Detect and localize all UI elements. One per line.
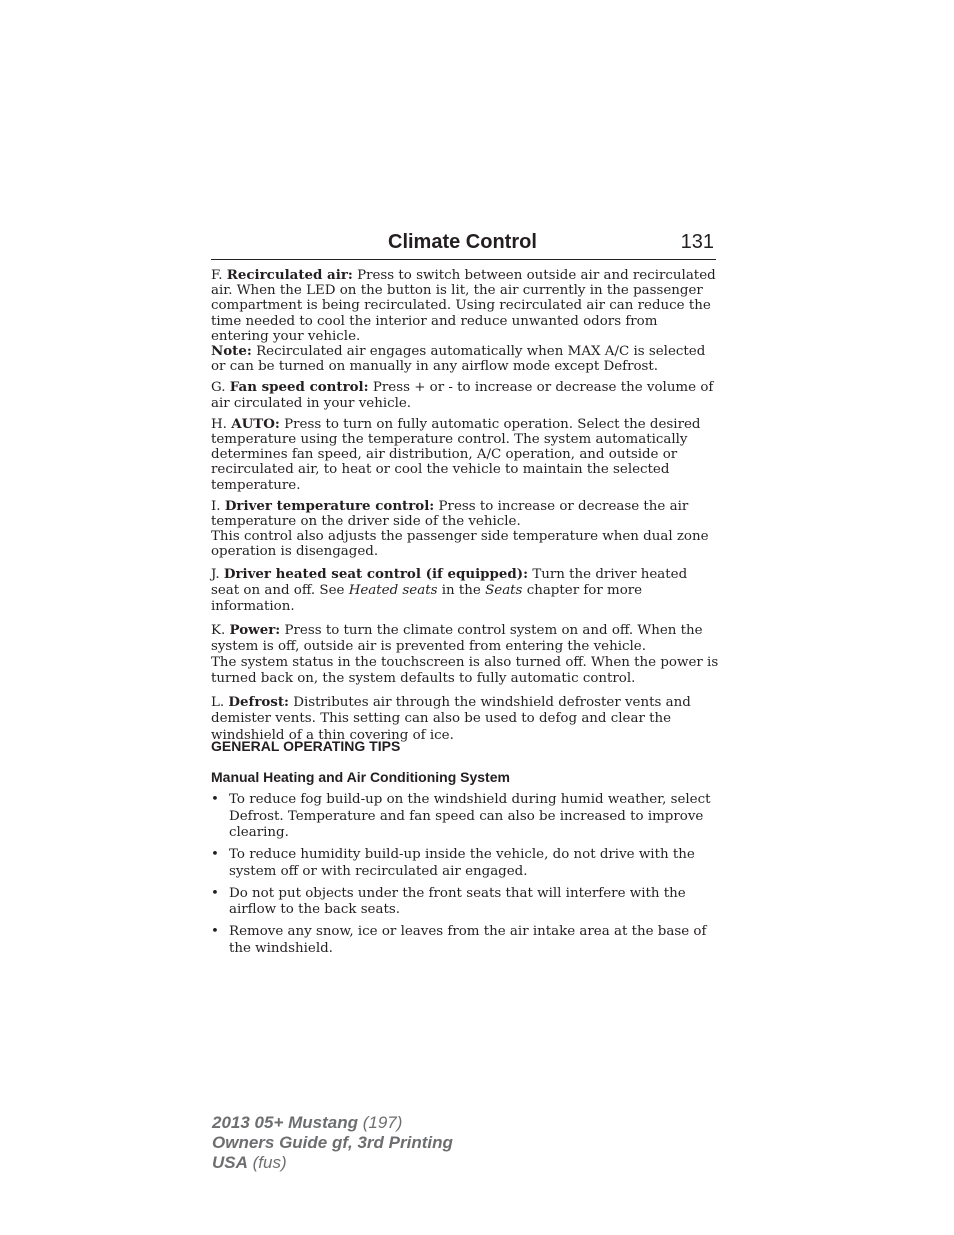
note-label: Note: xyxy=(211,343,252,360)
bullet-icon: • xyxy=(211,885,219,901)
note-text: Recirculated air engages automatically when MAX A/C is selected or can be turned on manually in any airflow mode except Defrost. xyxy=(211,344,706,375)
item-k xyxy=(211,622,719,656)
subsection-heading: Manual Heating and Air Conditioning System xyxy=(211,769,510,785)
item-k-extra: The system status in the touchscreen is also turned off. When the power is turned back on, the system defaults to fully automatic control. xyxy=(211,655,719,687)
list-item xyxy=(211,886,719,919)
bullet-icon: • xyxy=(211,792,219,807)
footer-market-code: (fus) xyxy=(252,1153,287,1172)
item-letter: H. xyxy=(211,416,227,432)
list-item-text: To reduce humidity build-up inside the vehicle, do not drive with the system off or with recirculated air engaged. xyxy=(229,847,695,879)
item-term: AUTO: xyxy=(231,415,280,432)
item-letter: J. xyxy=(211,566,220,582)
item-term: Recirculated air: xyxy=(226,267,353,283)
item-h xyxy=(211,417,719,493)
section-title: Climate Control xyxy=(388,231,537,253)
item-letter: F. xyxy=(211,268,223,283)
item-letter: G. xyxy=(211,380,226,396)
item-term: Defrost: xyxy=(228,693,289,710)
item-term: Power: xyxy=(229,621,281,638)
item-i xyxy=(211,499,719,529)
item-text: Press + or - to increase or decrease the volume of air circulated in your vehicle. xyxy=(211,380,714,411)
page-number: 131 xyxy=(680,231,714,253)
item-f xyxy=(211,268,719,344)
item-j xyxy=(211,566,719,616)
list-item xyxy=(211,792,719,842)
item-text: in the xyxy=(441,582,481,598)
section-heading: GENERAL OPERATING TIPS xyxy=(211,738,401,754)
item-letter: K. xyxy=(211,622,226,638)
item-term: Driver temperature control: xyxy=(224,497,435,514)
footer-line-model xyxy=(212,1113,453,1133)
item-letter: I. xyxy=(211,498,221,514)
footer-model: 2013 05+ Mustang xyxy=(212,1113,358,1132)
list-item-text: Remove any snow, ice or leaves from the air intake area at the base of the windshield. xyxy=(229,924,707,956)
footer-model-code: (197) xyxy=(362,1113,403,1132)
cross-reference: Heated seats xyxy=(348,582,438,598)
item-term: Driver heated seat control (if equipped): xyxy=(223,565,529,582)
list-item-text: Do not put objects under the front seats that will interfere with the airflow to the back seats. xyxy=(229,885,686,917)
item-text: Distributes air through the windshield defroster vents and demister vents. This setting can also be used to defog and clear the windshield of a thin covering of ice. xyxy=(211,694,691,743)
item-text: Turn the driver heated seat on and off. See xyxy=(211,566,688,598)
list-item xyxy=(211,924,719,957)
item-text: Press to switch between outside air and recirculated air. When the LED on the button is lit, the air currently in the passenger compartment is being recirculated. Using recirculated air can reduce the time needed to cool the interior and reduce unwanted odors from entering your vehicle. xyxy=(211,268,716,344)
list-item xyxy=(211,847,719,880)
page-footer xyxy=(212,1113,453,1173)
item-l xyxy=(211,694,719,745)
bullet-icon: • xyxy=(211,847,219,862)
footer-line-guide: Owners Guide gf, 3rd Printing xyxy=(212,1133,453,1152)
footer-market: USA xyxy=(212,1153,248,1172)
item-letter: L. xyxy=(211,694,225,710)
item-text: chapter for more information. xyxy=(211,582,643,615)
item-text: Press to turn on fully automatic operation. Select the desired temperature using the temperature control. The system automatically determines fan speed, air distribution, A/C operation, and outside or recirculated air, to heat or cool the vehicle to maintain the selected temperature. xyxy=(211,416,701,493)
list-item-text: To reduce fog build-up on the windshield during humid weather, select Defrost. Temperature and fan speed can also be increased to improve clearing. xyxy=(229,792,711,840)
tips-list xyxy=(211,792,719,963)
item-text: Press to increase or decrease the air temperature on the driver side of the vehicle. xyxy=(211,498,689,530)
note xyxy=(211,344,719,374)
footer-line-market xyxy=(212,1153,453,1173)
item-i-extra: This control also adjusts the passenger side temperature when dual zone operation is disengaged. xyxy=(211,529,709,560)
cross-reference: Seats xyxy=(485,582,523,598)
item-term: Fan speed control: xyxy=(229,379,369,396)
control-descriptions xyxy=(211,268,719,744)
page-header xyxy=(211,229,716,260)
bullet-icon: • xyxy=(211,924,219,939)
item-g xyxy=(211,380,719,410)
item-text: Press to turn the climate control system on and off. When the system is off, outside air is prevented from entering the vehicle. xyxy=(211,622,703,654)
